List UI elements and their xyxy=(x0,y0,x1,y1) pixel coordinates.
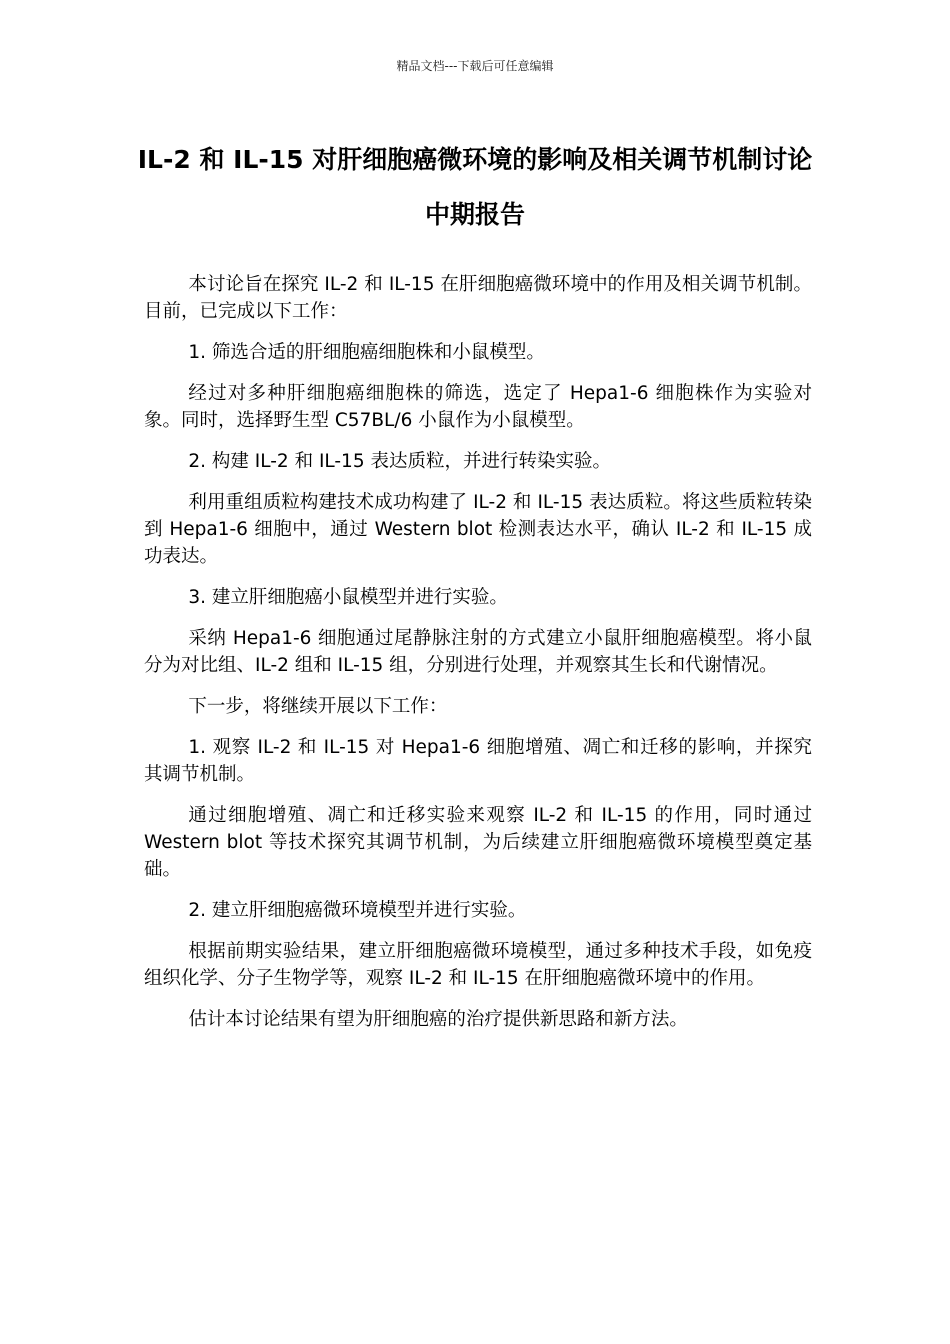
paragraph-next-steps: 下一步，将继续开展以下工作： xyxy=(188,696,448,717)
paragraph-item-heading: 2. 构建 IL-2 和 IL-15 表达质粒，并进行转染实验。 xyxy=(188,451,611,472)
paragraph-item-heading: 1. 筛选合适的肝细胞癌细胞株和小鼠模型。 xyxy=(188,342,545,363)
paragraph-intro: 本讨论旨在探究 IL-2 和 IL-15 在肝细胞癌微环境中的作用及相关调节机制。目前，已完成以下工作： xyxy=(144,274,812,322)
paragraph: 根据前期实验结果，建立肝细胞癌微环境模型，通过多种技术手段，如免疫组织化学、分子生物学等，观察 IL-2 和 IL-15 在肝细胞癌微环境中的作用。 xyxy=(144,941,812,989)
paragraph-item-heading: 3. 建立肝细胞癌小鼠模型并进行实验。 xyxy=(188,587,508,608)
paragraph-conclusion: 估计本讨论结果有望为肝细胞癌的治疗提供新思路和新方法。 xyxy=(188,1009,688,1030)
header-note: 精品文档---下载后可任意编辑 xyxy=(396,59,554,73)
paragraph: 经过对多种肝细胞癌细胞株的筛选，选定了 Hepa1-6 细胞株作为实验对象。同时，选择野生型 C57BL/6 小鼠作为小鼠模型。 xyxy=(144,383,812,431)
document-body xyxy=(144,271,812,1047)
paragraph-item-heading: 1. 观察 IL-2 和 IL-15 对 Hepa1-6 细胞增殖、凋亡和迁移的影响，并探究其调节机制。 xyxy=(144,737,812,785)
paragraph: 通过细胞增殖、凋亡和迁移实验来观察 IL-2 和 IL-15 的作用，同时通过 Western blot 等技术探究其调节机制，为后续建立肝细胞癌微环境模型奠定基础。 xyxy=(144,805,812,880)
paragraph-item-heading: 2. 建立肝细胞癌微环境模型并进行实验。 xyxy=(188,900,527,921)
paragraph: 采纳 Hepa1-6 细胞通过尾静脉注射的方式建立小鼠肝细胞癌模型。将小鼠分为对比组、IL-2 组和 IL-15 组，分别进行处理，并观察其生长和代谢情况。 xyxy=(144,628,812,676)
page-title: IL-2 和 IL-15 对肝细胞癌微环境的影响及相关调节机制讨论中期报告 xyxy=(137,145,813,229)
paragraph: 利用重组质粒构建技术成功构建了 IL-2 和 IL-15 表达质粒。将这些质粒转染到 Hepa1-6 细胞中，通过 Western blot 检测表达水平，确认 IL-2 和 IL-15 成功表达。 xyxy=(144,492,812,567)
